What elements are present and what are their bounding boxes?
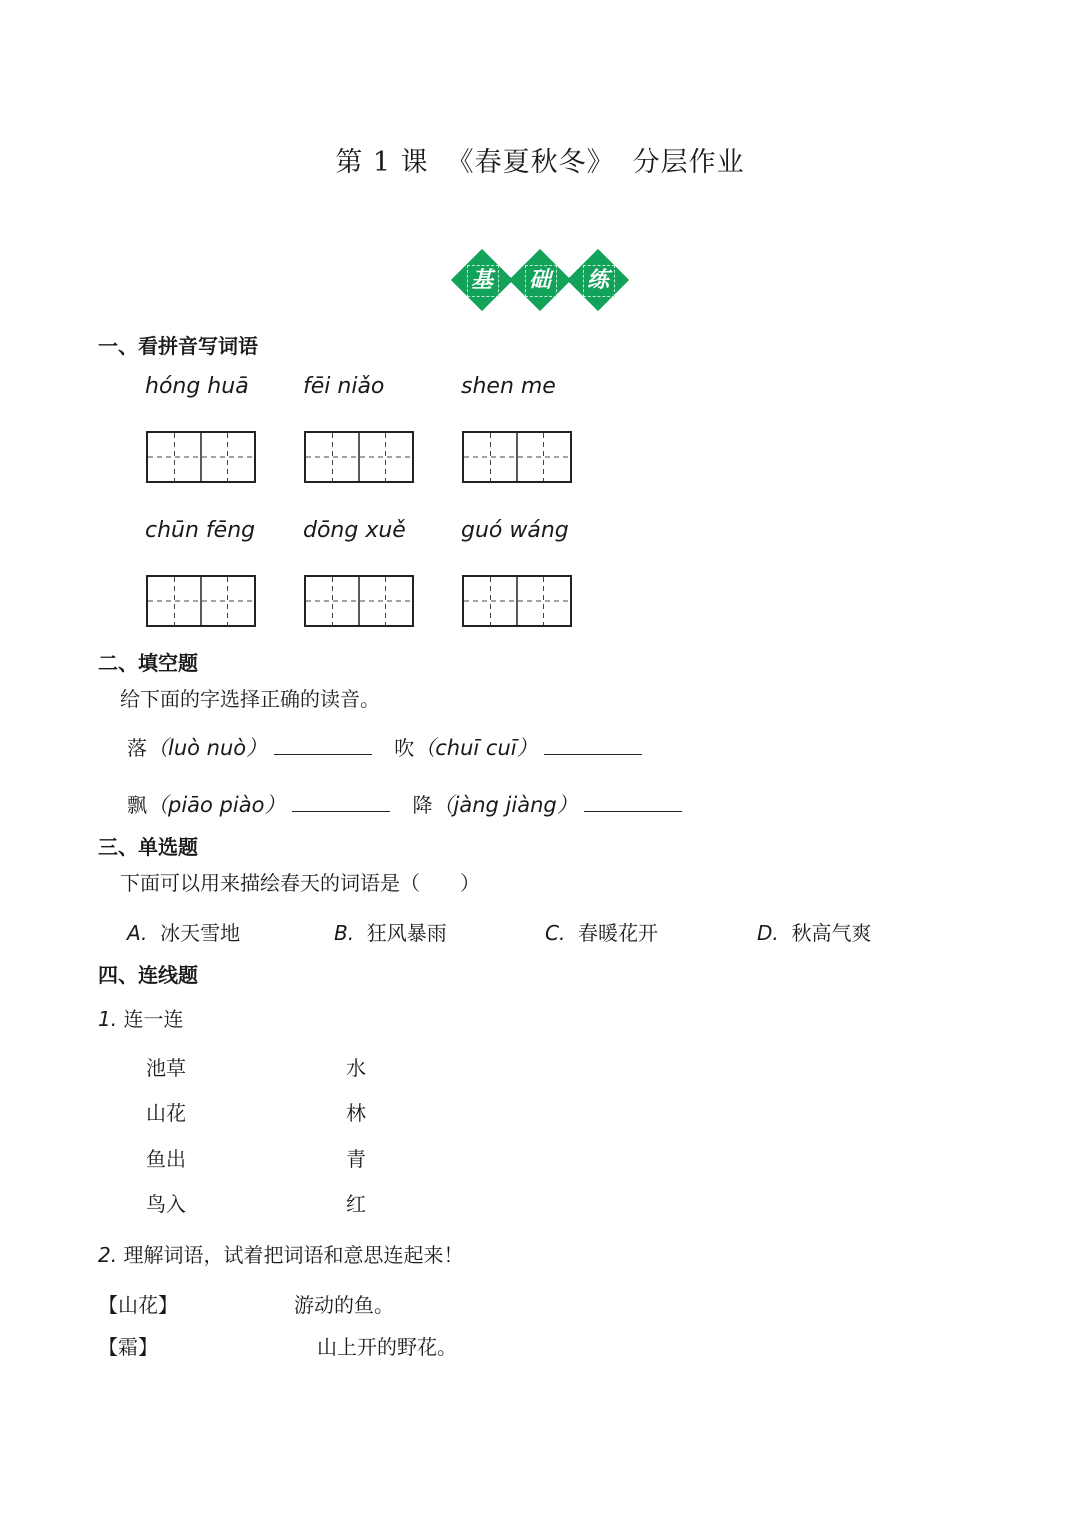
target-char: 飘 bbox=[127, 793, 147, 817]
choice-text: 春暖花开 bbox=[578, 921, 659, 945]
pinyin-prompt: dōng xuě bbox=[303, 518, 406, 543]
section-heading-fill-blank: 二、填空题 bbox=[98, 651, 198, 675]
pinyin-prompt: guó wáng bbox=[461, 518, 569, 543]
choice-option[interactable] bbox=[334, 917, 447, 946]
badge-char: 础 bbox=[528, 267, 551, 293]
meaning-item[interactable]: 游动的鱼。 bbox=[294, 1293, 394, 1317]
answer-blank[interactable] bbox=[274, 736, 372, 755]
match-right-item[interactable]: 林 bbox=[346, 1101, 366, 1125]
sub-question-text: 理解词语，试着把词语和意思连起来！ bbox=[123, 1243, 464, 1267]
match-left-item[interactable]: 池草 bbox=[146, 1056, 186, 1080]
section-heading-pinyin: 一、看拼音写词语 bbox=[98, 334, 258, 358]
target-char: 降 bbox=[412, 793, 433, 817]
badge-diamond bbox=[454, 252, 510, 308]
section-heading-single-choice: 三、单选题 bbox=[98, 835, 198, 859]
pinyin-prompt: shen me bbox=[461, 374, 556, 399]
term-item[interactable]: 【霜】 bbox=[98, 1335, 158, 1359]
question-text: 下面可以用来描绘春天的词语是（ ） bbox=[120, 871, 480, 895]
lesson-number: 第 1 课 bbox=[335, 147, 429, 178]
sub-question-1 bbox=[98, 1003, 183, 1032]
answer-blank[interactable] bbox=[292, 793, 390, 812]
pinyin-options: （luò nuò） bbox=[147, 736, 268, 760]
answer-blank[interactable] bbox=[584, 793, 682, 812]
instruction-text: 给下面的字选择正确的读音。 bbox=[120, 687, 380, 711]
writing-grid[interactable] bbox=[146, 431, 256, 483]
writing-grid[interactable] bbox=[304, 431, 414, 483]
assignment-subtitle: 分层作业 bbox=[632, 147, 745, 178]
choice-option[interactable] bbox=[545, 917, 658, 946]
match-right-item[interactable]: 水 bbox=[346, 1056, 366, 1080]
match-right-item[interactable]: 红 bbox=[346, 1192, 366, 1216]
choice-option[interactable] bbox=[127, 917, 240, 946]
target-char: 落 bbox=[127, 736, 147, 760]
sub-question-2 bbox=[98, 1239, 463, 1268]
sub-question-number: 2. bbox=[98, 1243, 118, 1267]
writing-grid[interactable] bbox=[462, 431, 572, 483]
choice-letter: B. bbox=[334, 921, 355, 945]
book-title: 《春夏秋冬》 bbox=[446, 147, 615, 178]
choice-letter: D. bbox=[757, 921, 779, 945]
section-heading-matching: 四、连线题 bbox=[98, 963, 198, 987]
pinyin-prompt: hóng huā bbox=[145, 374, 249, 399]
pinyin-options: （chuī cuī） bbox=[414, 736, 538, 760]
pinyin-options: （jàng jiàng） bbox=[432, 793, 578, 817]
match-left-item[interactable]: 山花 bbox=[146, 1101, 186, 1125]
reading-choice-row bbox=[127, 789, 682, 819]
basic-practice-badge bbox=[454, 252, 626, 308]
match-right-item[interactable]: 青 bbox=[346, 1147, 366, 1171]
pinyin-prompt: chūn fēng bbox=[145, 518, 256, 543]
meaning-item[interactable]: 山上开的野花。 bbox=[317, 1335, 457, 1359]
choice-option[interactable] bbox=[757, 917, 871, 946]
badge-char: 练 bbox=[586, 267, 609, 293]
badge-diamond bbox=[512, 252, 568, 308]
badge-diamond bbox=[570, 252, 626, 308]
badge-char: 基 bbox=[470, 267, 493, 293]
pinyin-options: （piāo piào） bbox=[147, 793, 286, 817]
writing-grid[interactable] bbox=[462, 575, 572, 627]
choice-letter: C. bbox=[545, 921, 566, 945]
sub-question-number: 1. bbox=[98, 1007, 118, 1031]
sub-question-text: 连一连 bbox=[123, 1007, 184, 1031]
match-left-item[interactable]: 鱼出 bbox=[146, 1147, 186, 1171]
choice-text: 秋高气爽 bbox=[791, 921, 872, 945]
target-char: 吹 bbox=[394, 736, 415, 760]
choice-text: 冰天雪地 bbox=[160, 921, 241, 945]
choice-text: 狂风暴雨 bbox=[366, 921, 447, 945]
answer-blank[interactable] bbox=[544, 736, 642, 755]
reading-choice-row bbox=[127, 732, 642, 762]
writing-grid[interactable] bbox=[146, 575, 256, 627]
page-title bbox=[0, 140, 1080, 179]
pinyin-prompt: fēi niǎo bbox=[303, 374, 385, 399]
match-left-item[interactable]: 鸟入 bbox=[146, 1192, 186, 1216]
choice-letter: A. bbox=[127, 921, 148, 945]
writing-grid[interactable] bbox=[304, 575, 414, 627]
term-item[interactable]: 【山花】 bbox=[98, 1293, 178, 1317]
